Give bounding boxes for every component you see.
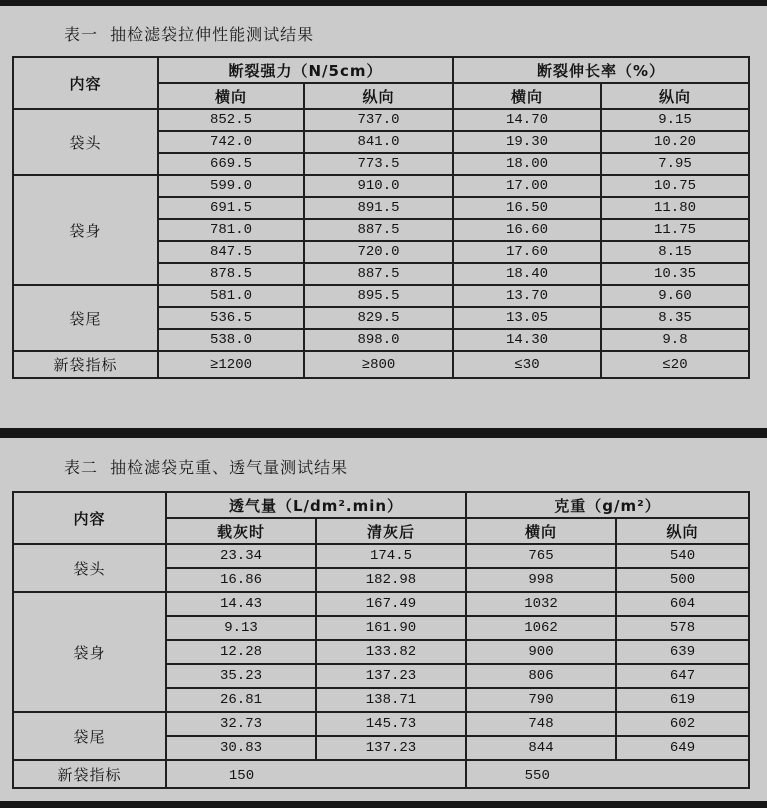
cell-value: 18.00: [453, 153, 601, 175]
cell-value: 7.95: [601, 153, 749, 175]
table1-header-group-row: [13, 57, 749, 83]
cell-value: 14.30: [453, 329, 601, 351]
cell-value: 844: [466, 736, 616, 760]
cell-value: 781.0: [158, 219, 304, 241]
table1-section-bag-head-label: 袋头: [13, 109, 158, 175]
cell-value: 10.75: [601, 175, 749, 197]
cell-value: 137.23: [316, 736, 466, 760]
cell-value: 133.82: [316, 640, 466, 664]
cell-value: 16.60: [453, 219, 601, 241]
table1-header-breaking-strength: 断裂强力（N/5cm）: [158, 57, 453, 83]
cell-value: 578: [616, 616, 749, 640]
table2-header-content: 内容: [13, 492, 166, 544]
cell-value: 841.0: [304, 131, 453, 153]
table1-section-bag-body-label: 袋身: [13, 175, 158, 285]
table1-subheader-transverse-1: 横向: [158, 83, 304, 109]
table2-section-bag-head-label: 袋头: [13, 544, 166, 592]
cell-value: 852.5: [158, 109, 304, 131]
cell-value: 9.15: [601, 109, 749, 131]
cell-value: 669.5: [158, 153, 304, 175]
cell-value: 773.5: [304, 153, 453, 175]
table2-subheader-transverse: 横向: [466, 518, 616, 544]
cell-value: 8.35: [601, 307, 749, 329]
cell-value: 581.0: [158, 285, 304, 307]
table-row: [13, 544, 749, 568]
cell-value: 1032: [466, 592, 616, 616]
table2-section-bag-body-label: 袋身: [13, 592, 166, 712]
table2-title: 表二 抽检滤袋克重、透气量测试结果: [64, 458, 349, 477]
table2-subheader-dust-loaded: 载灰时: [166, 518, 316, 544]
cell-value: 540: [616, 544, 749, 568]
cell-value: 619: [616, 688, 749, 712]
cell-value: 19.30: [453, 131, 601, 153]
table1-subheader-transverse-2: 横向: [453, 83, 601, 109]
table2-indicator-permeability-cell: [166, 760, 466, 788]
table-row: [13, 592, 749, 616]
table1-subheader-longitudinal-2: 纵向: [601, 83, 749, 109]
cell-value: 891.5: [304, 197, 453, 219]
cell-value: 900: [466, 640, 616, 664]
cell-value: 12.28: [166, 640, 316, 664]
cell-value: 742.0: [158, 131, 304, 153]
table2-header-permeability: 透气量（L/dm².min）: [166, 492, 466, 518]
cell-value: 748: [466, 712, 616, 736]
middle-divider-band: [0, 428, 767, 438]
indicator-value: ≥1200: [158, 351, 304, 378]
cell-value: 538.0: [158, 329, 304, 351]
table1-subheader-longitudinal-1: 纵向: [304, 83, 453, 109]
cell-value: 765: [466, 544, 616, 568]
cell-value: 720.0: [304, 241, 453, 263]
cell-value: 13.70: [453, 285, 601, 307]
table2-subheader-longitudinal: 纵向: [616, 518, 749, 544]
cell-value: 167.49: [316, 592, 466, 616]
cell-value: 145.73: [316, 712, 466, 736]
cell-value: 887.5: [304, 263, 453, 285]
indicator-value: 550: [524, 768, 550, 784]
cell-value: 14.70: [453, 109, 601, 131]
cell-value: 11.80: [601, 197, 749, 219]
table1-header-content: 内容: [13, 57, 158, 109]
cell-value: 138.71: [316, 688, 466, 712]
table2-header-grammage: 克重（g/m²）: [466, 492, 749, 518]
indicator-value: ≤20: [601, 351, 749, 378]
cell-value: 32.73: [166, 712, 316, 736]
table2-weight-permeability-results: [12, 491, 750, 789]
cell-value: 878.5: [158, 263, 304, 285]
bottom-divider-band: [0, 801, 767, 808]
cell-value: 847.5: [158, 241, 304, 263]
table-row: [13, 712, 749, 736]
cell-value: 30.83: [166, 736, 316, 760]
cell-value: 602: [616, 712, 749, 736]
cell-value: 691.5: [158, 197, 304, 219]
cell-value: 1062: [466, 616, 616, 640]
cell-value: 161.90: [316, 616, 466, 640]
cell-value: 604: [616, 592, 749, 616]
table2-indicator-label: 新袋指标: [13, 760, 166, 788]
cell-value: 10.20: [601, 131, 749, 153]
indicator-value: ≥800: [304, 351, 453, 378]
cell-value: 16.50: [453, 197, 601, 219]
cell-value: 9.60: [601, 285, 749, 307]
cell-value: 14.43: [166, 592, 316, 616]
cell-value: 8.15: [601, 241, 749, 263]
cell-value: 17.00: [453, 175, 601, 197]
cell-value: 9.13: [166, 616, 316, 640]
cell-value: 647: [616, 664, 749, 688]
cell-value: 737.0: [304, 109, 453, 131]
table2-subheader-after-cleaning: 清灰后: [316, 518, 466, 544]
cell-value: 599.0: [158, 175, 304, 197]
table-row: [13, 109, 749, 131]
cell-value: 887.5: [304, 219, 453, 241]
top-divider-band: [0, 0, 767, 6]
table1-section-bag-tail-label: 袋尾: [13, 285, 158, 351]
indicator-value: 150: [228, 768, 255, 784]
cell-value: 910.0: [304, 175, 453, 197]
table1-header-breaking-elongation: 断裂伸长率（%）: [453, 57, 749, 83]
table-row: [13, 285, 749, 307]
cell-value: 10.35: [601, 263, 749, 285]
table1-indicator-label: 新袋指标: [13, 351, 158, 378]
cell-value: 536.5: [158, 307, 304, 329]
cell-value: 182.98: [316, 568, 466, 592]
table2-new-bag-indicator-row: [13, 760, 749, 788]
cell-value: 829.5: [304, 307, 453, 329]
table1-new-bag-indicator-row: [13, 351, 749, 378]
cell-value: 898.0: [304, 329, 453, 351]
cell-value: 137.23: [316, 664, 466, 688]
table1-title: 表一 抽检滤袋拉伸性能测试结果: [64, 25, 315, 44]
cell-value: 16.86: [166, 568, 316, 592]
table2-indicator-grammage-cell: [466, 760, 749, 788]
table2-header-group-row: [13, 492, 749, 518]
cell-value: 18.40: [453, 263, 601, 285]
cell-value: 9.8: [601, 329, 749, 351]
cell-value: 998: [466, 568, 616, 592]
indicator-value: ≤30: [453, 351, 601, 378]
cell-value: 895.5: [304, 285, 453, 307]
cell-value: 500: [616, 568, 749, 592]
cell-value: 26.81: [166, 688, 316, 712]
cell-value: 35.23: [166, 664, 316, 688]
cell-value: 13.05: [453, 307, 601, 329]
table2-section-bag-tail-label: 袋尾: [13, 712, 166, 760]
cell-value: 639: [616, 640, 749, 664]
cell-value: 11.75: [601, 219, 749, 241]
cell-value: 174.5: [316, 544, 466, 568]
cell-value: 806: [466, 664, 616, 688]
table1-tensile-results: [12, 56, 750, 379]
cell-value: 23.34: [166, 544, 316, 568]
cell-value: 649: [616, 736, 749, 760]
cell-value: 790: [466, 688, 616, 712]
table-row: [13, 175, 749, 197]
cell-value: 17.60: [453, 241, 601, 263]
